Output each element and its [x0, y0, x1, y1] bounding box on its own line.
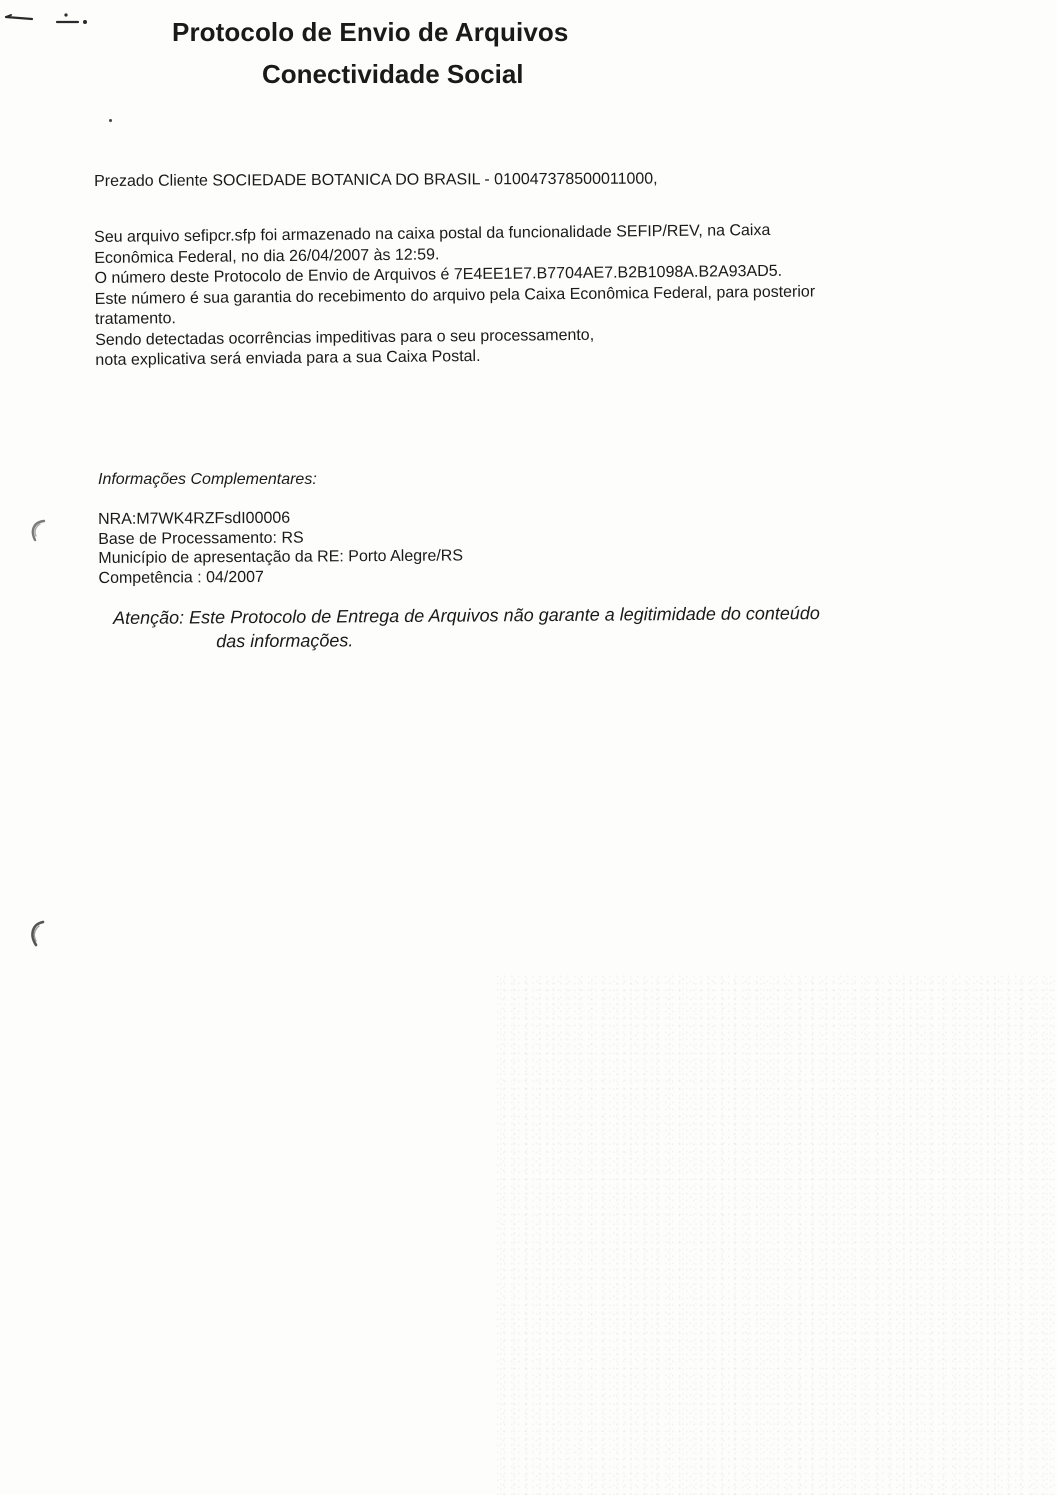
- attention-line: das informações.: [216, 630, 354, 652]
- nra-line: NRA:M7WK4RZFsdI00006: [98, 509, 291, 528]
- municipality-line: Município de apresentação da RE: Porto Alegre/RS: [98, 547, 464, 567]
- body-line: nota explicativa será enviada para a sua Caixa Postal.: [95, 347, 481, 369]
- document-subtitle: Conectividade Social: [262, 59, 524, 89]
- title-block: [172, 16, 612, 90]
- stray-dot-mark: [109, 119, 112, 122]
- body-line: Este número é sua garantia do recebimento do arquivo pela Caixa Econômica Federal, para posterior: [94, 282, 816, 308]
- body-line: Seu arquivo sefipcr.sfp foi armazenado na caixa postal da funcionalidade SEFIP/REV, na Caixa: [94, 221, 771, 246]
- attention-line: Atenção: Este Protocolo de Entrega de Arquivos não garante a legitimidade do conteúdo: [113, 603, 820, 628]
- punch-hole-mark-icon: [26, 516, 50, 546]
- competence-line: Competência : 04/2007: [98, 568, 264, 587]
- protocol-body: [94, 219, 925, 371]
- processing-base-line: Base de Processamento: RS: [98, 529, 304, 548]
- info-list: [98, 507, 463, 588]
- info-heading: Informações Complementares:: [98, 471, 317, 488]
- body-line: Econômica Federal, no dia 26/04/2007 às 12:59.: [94, 245, 440, 267]
- punch-hole-mark-icon: [26, 918, 50, 948]
- protocol-number-line: O número deste Protocolo de Envio de Arquivos é 7E4EE1E7.B7704AE7.B2B1098A.B2A93AD5.: [94, 262, 783, 287]
- body-line: Sendo detectadas ocorrências impeditivas para o seu processamento,: [95, 326, 595, 349]
- attention-notice: [113, 600, 933, 654]
- client-greeting: Prezado Cliente SOCIEDADE BOTANICA DO BRASIL - 010047378500011000,: [94, 170, 658, 190]
- document-title: Protocolo de Envio de Arquivos: [172, 17, 569, 47]
- body-line: tratamento.: [94, 310, 176, 328]
- pen-mark-icon: [2, 10, 92, 26]
- scan-noise: [497, 975, 1057, 1495]
